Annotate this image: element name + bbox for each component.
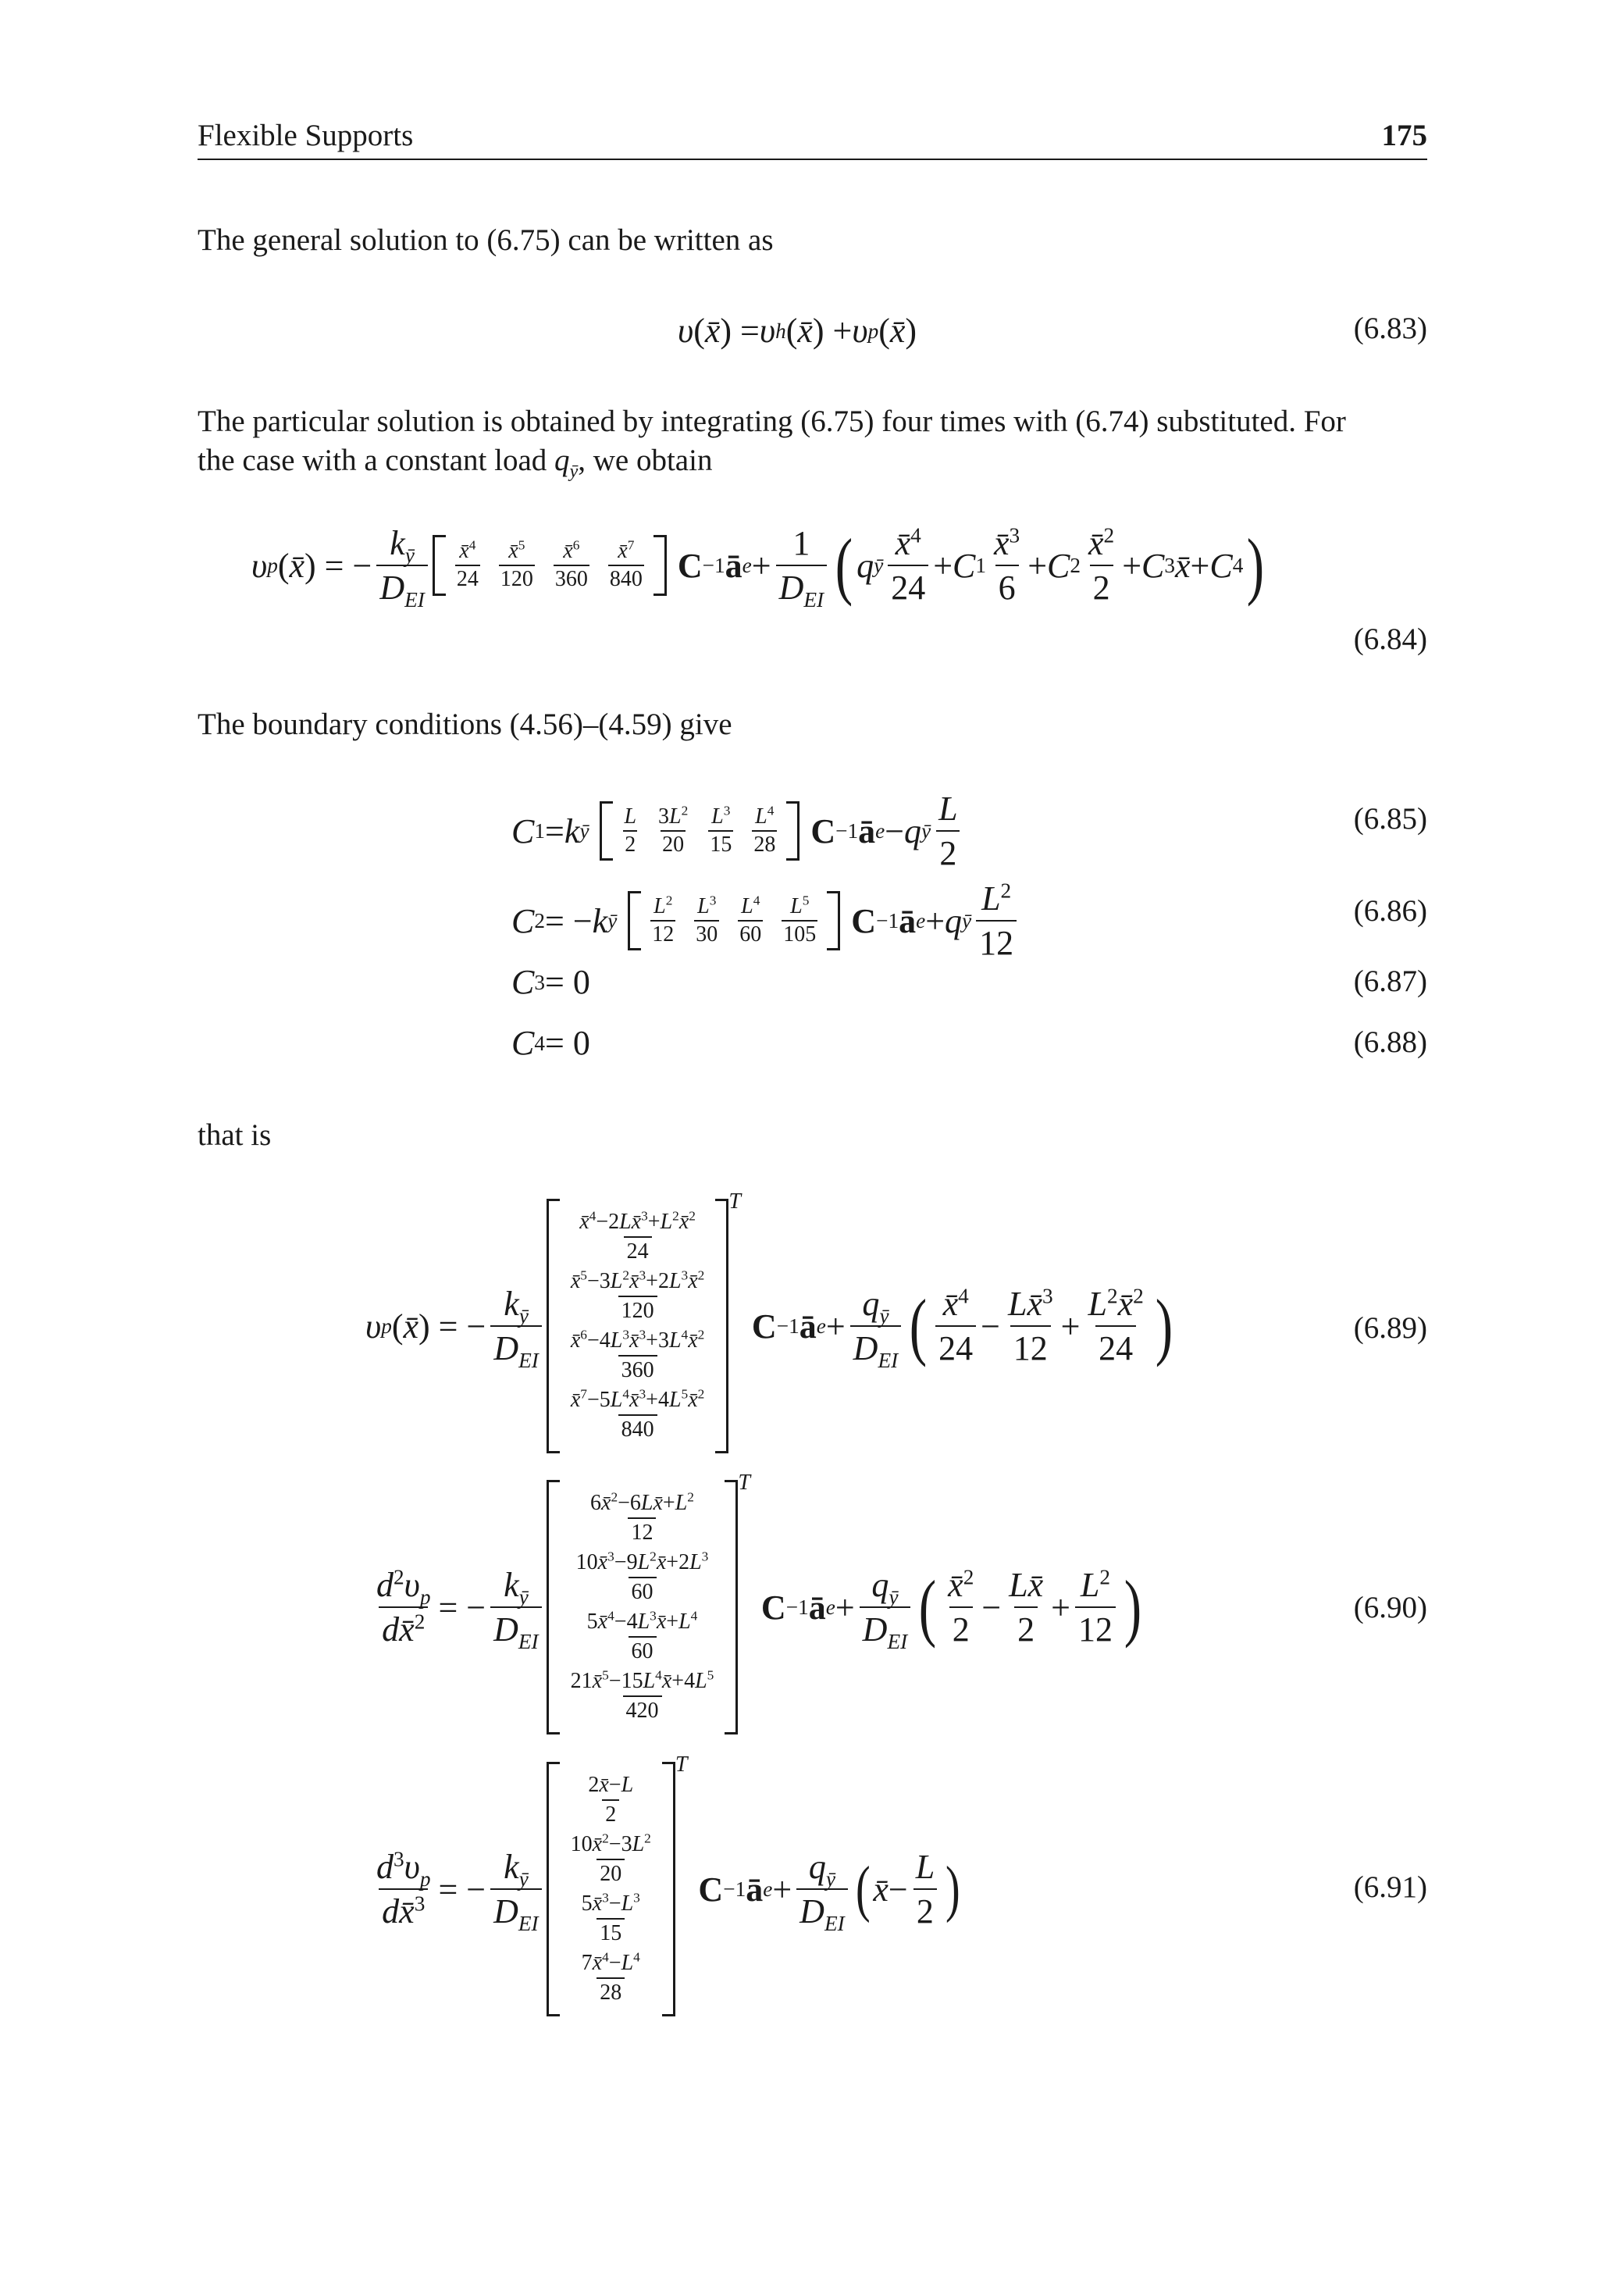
paragraph-line2-prefix: the case with a constant load [198, 444, 555, 477]
paragraph-line2-suffix: , we obtain [578, 444, 713, 477]
page-number: 175 [1381, 119, 1427, 152]
equation-number-6-85: (6.85) [1353, 802, 1427, 836]
equation-6-91: $\frac{d^3\upsilon_p}{dx̄^3}$ = − $\frac{k_ȳ}{D_{EI}}$ $\frac{2x̄-L}{2}$ $\frac{10x̄^2-3L^2}{20}$ $\frac{5x̄^3-L^3}{15}$ $\frac{7x̄^4-L^4}{28}$ T C −1 ā e + $\frac{q_ȳ}{D_{EI}}$ ( x̄ − $\frac{L}{2}$ ) [369, 1762, 963, 2016]
running-title: Flexible Supports [198, 119, 414, 152]
equation-number-6-91: (6.91) [1353, 1870, 1427, 1904]
equation-6-87: C 3 = 0 [511, 963, 590, 1001]
paragraph-general-solution: The general solution to (6.75) can be written as [198, 223, 774, 257]
equation-number-6-88: (6.88) [1353, 1025, 1427, 1059]
equation-number-6-89: (6.89) [1353, 1311, 1427, 1345]
paragraph-particular-solution-line1: The particular solution is obtained by integrating (6.75) four times with (6.74) substituted. For [198, 405, 1346, 438]
equation-number-6-84: (6.84) [1353, 622, 1427, 656]
paragraph-that-is: that is [198, 1118, 272, 1152]
paragraph-particular-solution-line2: the case with a constant load $q_ȳ$, we obtain [198, 444, 713, 482]
paragraph-boundary-conditions: The boundary conditions (4.56)–(4.59) give [198, 708, 732, 741]
equation-6-86: C 2 = − k ȳ $L^2$ 12 $L^3$ 30 $L^4$ 60 $L^5$ 105 C −1 ā e + q ȳ $\frac{L^2}{12}$ [511, 879, 1021, 963]
equation-6-85: C 1 = k ȳ L 2 $3L^2$ 20 $L^3$ 15 $L^4$ 28 C −1 ā e − q ȳ $\frac{L}{2}$ [511, 789, 966, 873]
equation-number-6-87: (6.87) [1353, 964, 1427, 998]
equation-number-6-90: (6.90) [1353, 1591, 1427, 1624]
equation-number-6-86: (6.86) [1353, 894, 1427, 928]
equation-6-90: $\frac{d^2\upsilon_p}{dx̄^2}$ = − $\frac{k_ȳ}{D_{EI}}$ $\frac{6x̄^2-6Lx̄+L^2}{12}$ $\frac{10x̄^3-9L^2x̄+2L^3}{60}$ $\frac{5x̄^4-4L^3x̄+L^4}{60}$ $\frac{21x̄^5-15L^4x̄+4L^5}{420}$ T C −1 ā e + $\frac{q_ȳ}{D_{EI}}$ ( $\frac{x̄^2}{2}$ − $\frac{Lx̄}{2}$ + $\frac{L^2}{12}$ ) [369, 1480, 1145, 1734]
equation-6-89: υ p ( x̄ ) = − $\frac{k_ȳ}{D_{EI}}$ $\frac{x̄^4-2Lx̄^3+L^2x̄^2}{24}$ $\frac{x̄^5-3L^2x̄^3+2L^3x̄^2}{120}$ $\frac{x̄^6-4L^3x̄^3+3L^4x̄^2}{360}$ $\frac{x̄^7-5L^4x̄^3+4L^5x̄^2}{840}$ T C −1 ā e + $\frac{q_ȳ}{D_{EI}}$ ( $\frac{x̄^4}{24}$ − $\frac{Lx̄^3}{12}$ + $\frac{L^2x̄^2}{24}$ ) [365, 1199, 1177, 1453]
header-rule [198, 159, 1427, 160]
equation-number-6-83: (6.83) [1353, 312, 1427, 345]
equation-6-88: C 4 = 0 [511, 1024, 590, 1062]
equation-6-83: υ ( x̄ ) = υ h ( x̄ ) + υ p ( x̄ ) [678, 312, 917, 350]
equation-6-84: υ p ( x̄ ) = − $\frac{k_ȳ}{D_{EI}}$ x̄$^4$ 24 x̄$^5$ 120 x̄$^6$ 360 x̄$^7$ 840 C −1 ā e + $\frac{1}{D_{EI}}$ ( q ȳ $\frac{x̄^4}{24}$ + C 1 $\frac{x̄^3}{6}$ + C 2 $\frac{x̄^2}{2}$ + C 3 x̄ + C 4 ) [251, 523, 1265, 611]
